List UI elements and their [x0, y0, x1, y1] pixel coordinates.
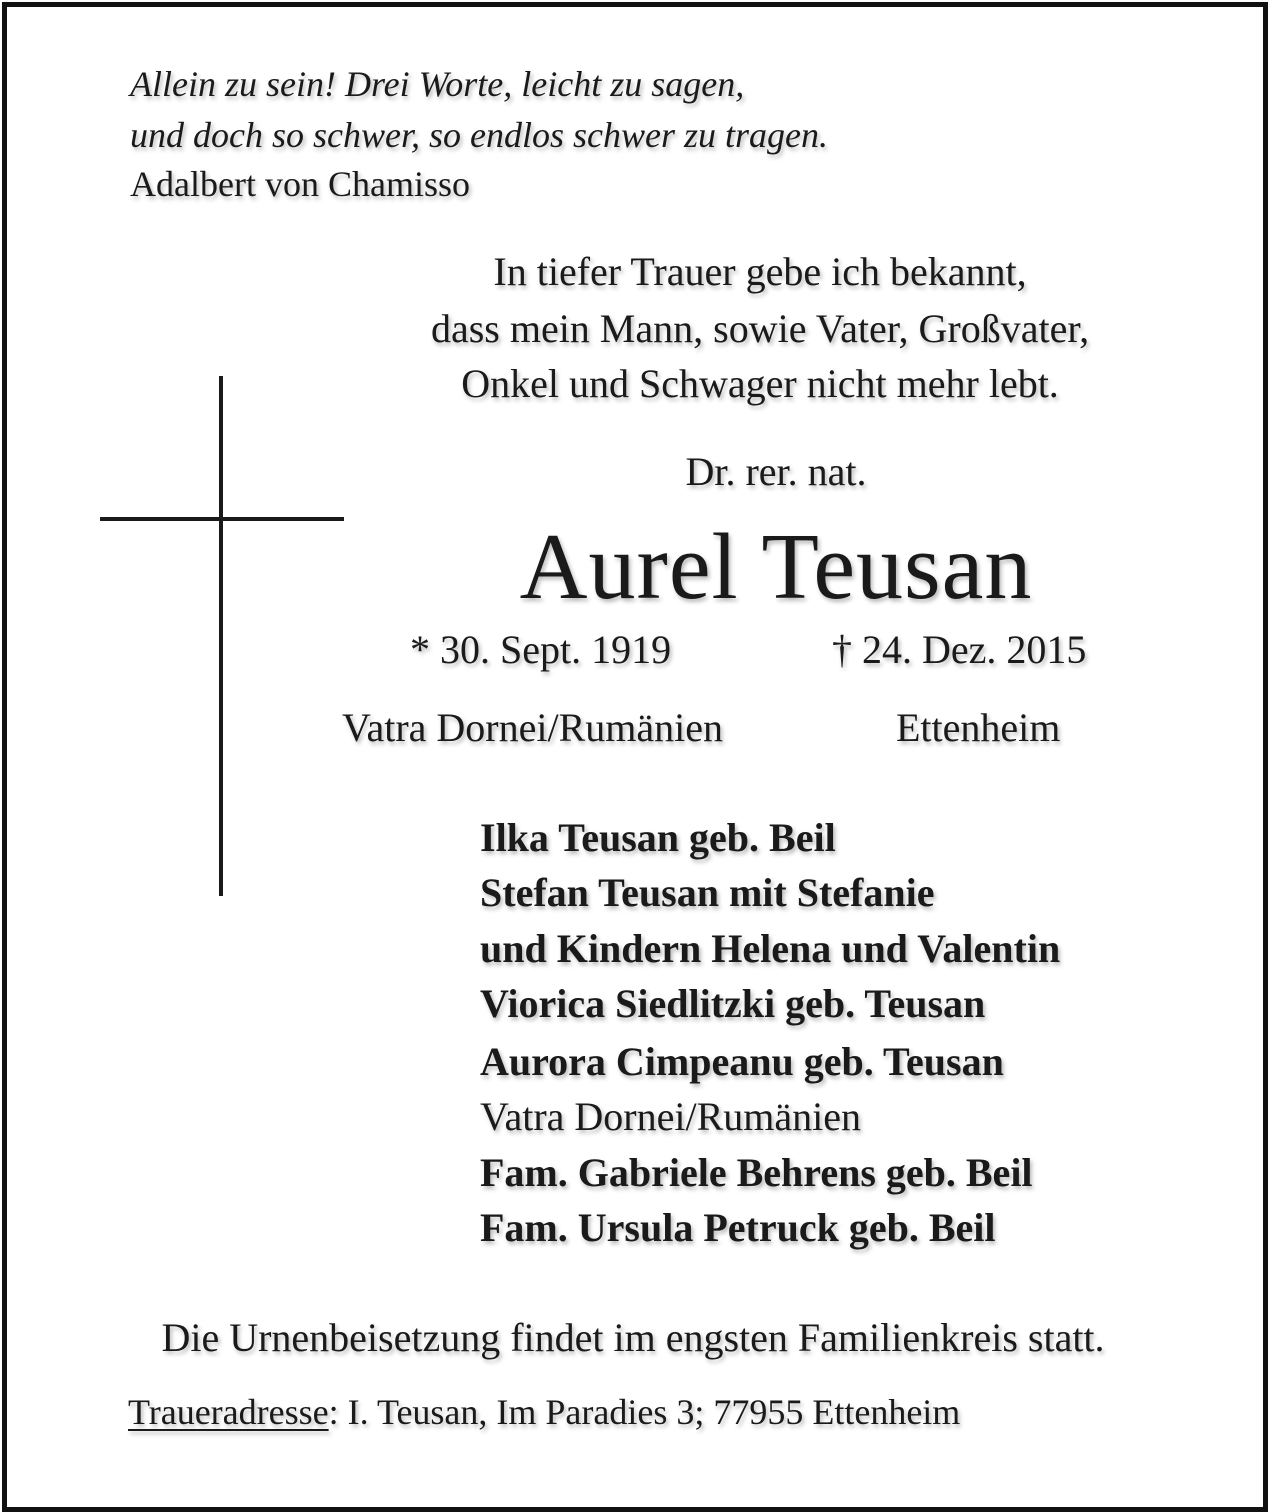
death-place: Ettenheim [896, 705, 1061, 750]
birth-date: * 30. Sept. 1919 [410, 627, 672, 672]
academic-title: Dr. rer. nat. [685, 449, 867, 494]
death-date: † 24. Dez. 2015 [832, 627, 1087, 672]
announcement-line-1: In tiefer Trauer gebe ich bekannt, [493, 249, 1027, 294]
cross-vertical-bar [219, 376, 223, 896]
mourner-line-3: und Kindern Helena und Valentin [480, 926, 1061, 971]
quote-line-1: Allein zu sein! Drei Worte, leicht zu sagen, [130, 64, 745, 104]
mourner-line-2: Stefan Teusan mit Stefanie [480, 870, 935, 915]
mourner-line-4: Viorica Siedlitzki geb. Teusan [480, 981, 986, 1026]
latin-cross-icon [100, 376, 344, 896]
mourner-location: Vatra Dornei/Rumänien [480, 1094, 861, 1139]
address-value: I. Teusan, Im Paradies 3; 77955 Ettenheim [338, 1392, 961, 1432]
mourner-line-1: Ilka Teusan geb. Beil [480, 815, 836, 860]
address-separator: : [328, 1392, 339, 1432]
announcement-line-3: Onkel und Schwager nicht mehr lebt. [461, 361, 1059, 406]
mourner-line-6: Fam. Gabriele Behrens geb. Beil [480, 1150, 1033, 1195]
deceased-name: Aurel Teusan [519, 515, 1033, 619]
quote-line-2: und doch so schwer, so endlos schwer zu tragen. [130, 115, 828, 155]
address-label: Traueradresse [128, 1392, 329, 1432]
mourner-line-7: Fam. Ursula Petruck geb. Beil [480, 1205, 996, 1250]
quote-author: Adalbert von Chamisso [130, 164, 470, 204]
birth-place: Vatra Dornei/Rumänien [342, 705, 723, 750]
mourner-line-5: Aurora Cimpeanu geb. Teusan [480, 1039, 1004, 1084]
burial-note: Die Urnenbeisetzung findet im engsten Familienkreis statt. [161, 1315, 1105, 1360]
cross-horizontal-bar [100, 517, 344, 521]
announcement-line-2: dass mein Mann, sowie Vater, Großvater, [430, 306, 1090, 351]
mourning-address [128, 1394, 960, 1430]
